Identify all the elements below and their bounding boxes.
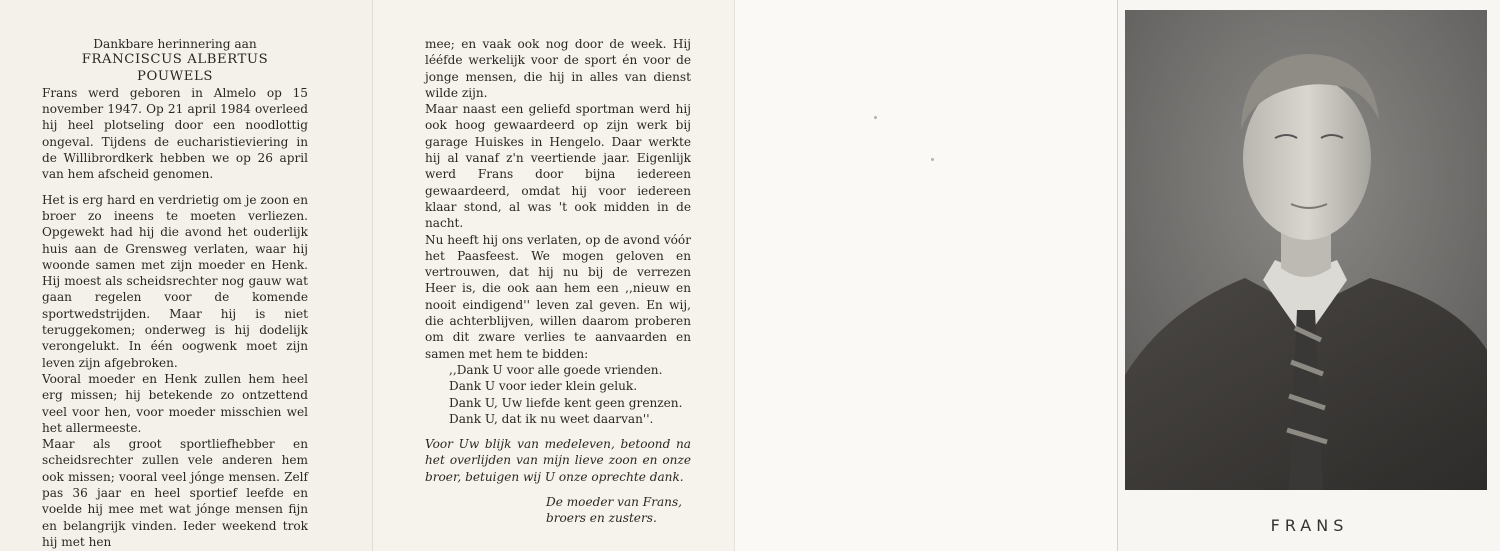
photo-caption: FRANS	[1270, 516, 1349, 535]
signature-line: broers en zusters.	[546, 511, 657, 526]
paper-fleck	[874, 116, 877, 119]
paragraph-faith: Nu heeft hij ons verlaten, op de avond vóór het Paasfeest. We mogen geloven en vertrouwen, dat hij nu bij de verrezen Heer is, die ook aan hem een ,,nieuw en nooit eindigend'' leven zal geven. En wij, die achterblijven, willen daarom proberen om dit zware verlies te aanvaarden en samen met hem te bidden:	[425, 232, 691, 361]
thanks-note: Voor Uw blijk van medeleven, betoond na het overlijden van mijn lieve zoon en onze broer, betuigen wij U onze oprechte dank.	[425, 437, 691, 484]
prayer-line: Dank U, Uw liefde kent geen grenzen.	[449, 395, 683, 410]
paragraph-continued: mee; en vaak ook nog door de week. Hij lééfde werkelijk voor de sport én voor de jonge mensen, die hij in alles van dienst wilde zijn.	[425, 37, 691, 100]
left-text-panel	[0, 0, 372, 551]
paper-fleck	[931, 158, 934, 161]
heading-intro: Dankbare herinnering aan	[93, 37, 257, 51]
photo-panel	[1117, 0, 1500, 551]
prayer-line: Dank U voor ieder klein geluk.	[449, 379, 638, 394]
prayer-line: ,,Dank U voor alle goede vrienden.	[449, 362, 663, 377]
deceased-name: FRANCISCUS ALBERTUS POUWELS	[81, 52, 269, 84]
portrait-image	[1125, 10, 1487, 490]
paragraph-work: Maar naast een geliefd sportman werd hij ook hoog gewaardeerd op zijn werk bij garage Huiskes in Hengelo. Daar werkte hij al vanaf z'n veertiende jaar. Eigenlijk werd Frans door bijna iedereen gewaardeerd, omdat hij voor iedereen klaar stond, al was 't ook midden in de nacht.	[425, 102, 691, 231]
signature-line: De moeder van Frans,	[546, 495, 683, 510]
text-column-1	[42, 36, 308, 550]
text-column-2	[425, 36, 691, 527]
portrait-photo	[1125, 10, 1487, 490]
paragraph-sport: Maar als groot sportliefhebber en scheidsrechter zullen vele anderen hem ook missen; vooral veel jónge mensen. Zelf pas 36 jaar en heel sportief leefde en voelde hij mee met wat jónge mensen fijn en belangrijk vinden. Ieder weekend trok hij met hen	[42, 437, 308, 549]
paragraph-family: Vooral moeder en Henk zullen hem heel erg missen; hij betekende zo ontzettend veel voor hen, voor moeder misschien wel het allermeeste.	[42, 371, 308, 435]
blank-panel	[734, 0, 1117, 551]
prayer-line: Dank U, dat ik nu weet daarvan''.	[449, 411, 654, 426]
middle-text-panel	[372, 0, 734, 551]
paragraph-accident: Het is erg hard en verdrietig om je zoon en broer zo ineens te moeten verliezen. Opgewekt had hij die avond het ouderlijk huis aan de Grensweg verlaten, waar hij woonde samen met zijn moeder en Henk. Hij moest als scheidsrechter nog gauw wat gaan regelen voor de komende sportwedstrijden. Maar hij is niet teruggekomen; onderweg is hij dodelijk verongelukt. In één oogwenk moet zijn leven zijn afgebroken.	[42, 192, 308, 370]
paragraph-birth: Frans werd geboren in Almelo op 15 november 1947. Op 21 april 1984 overleed hij heel plotseling door een noodlottig ongeval. Tijdens de eucharistieviering in de Willibrordkerk hebben we op 26 april van hem afscheid genomen.	[42, 85, 308, 182]
